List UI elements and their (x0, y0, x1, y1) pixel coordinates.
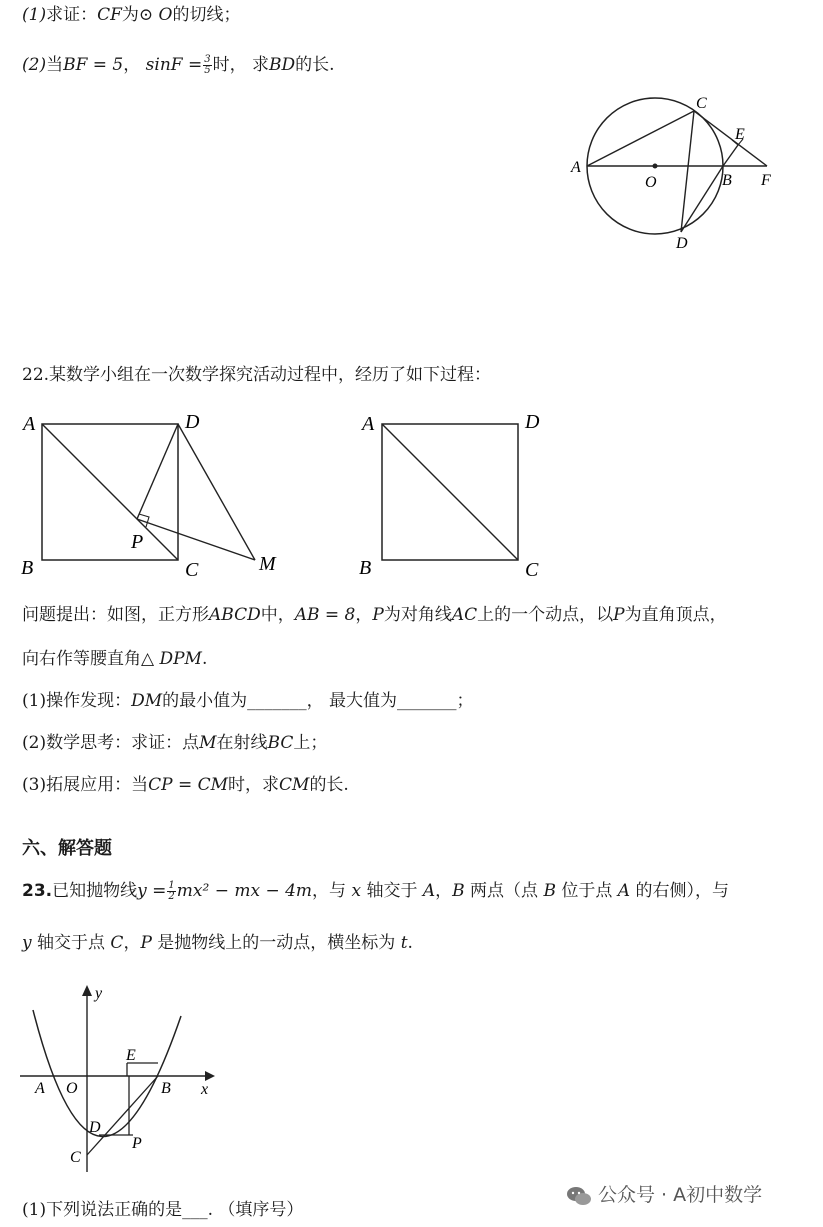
label-A: A (35, 1080, 45, 1097)
watermark: 公众号 · A初中数学 (566, 1180, 762, 1207)
label-C: C (70, 1149, 81, 1166)
q22-problem-line2: 向右作等腰直角△ DPM. (22, 649, 208, 669)
label-P: P (131, 531, 144, 553)
q22-part3: (3)拓展应用：当CP = CM时，求CM的长. (22, 775, 349, 795)
label-D: D (89, 1119, 101, 1136)
q22-intro: 22.某数学小组在一次数学探究活动过程中，经历了如下过程： (22, 365, 492, 385)
label-A: A (362, 413, 375, 435)
label-D: D (185, 411, 200, 433)
label-P: P (132, 1135, 142, 1152)
label-M: M (259, 553, 276, 575)
q22-figure-1 (15, 404, 315, 584)
q21-circle-figure (560, 90, 790, 260)
label-B: B (161, 1080, 171, 1097)
label-B: B (722, 172, 732, 189)
label-C: C (185, 559, 199, 581)
q22-part2: (2)数学思考：求证：点M在射线BC上； (22, 733, 328, 753)
label-A: A (23, 413, 36, 435)
answer-blank: _______ (247, 691, 307, 711)
label-C: C (696, 95, 707, 112)
answer-blank: _______ (397, 691, 457, 711)
label-O: O (645, 174, 657, 191)
label-C: C (525, 559, 539, 581)
q22-figure-2 (355, 404, 565, 584)
q21-part1: (1)求证：CF为⊙ O的切线； (22, 5, 241, 25)
fraction-1-2: $\frac{1}{2}$ (168, 880, 175, 902)
label-D: D (676, 235, 688, 252)
q23-line2: y 轴交于点 C，P 是抛物线上的一动点，横坐标为 t. (22, 933, 413, 953)
answer-blank: ___ (182, 1200, 208, 1220)
label-D: D (525, 411, 540, 433)
section-title: 六、解答题 (22, 838, 112, 859)
q22-part1: (1)操作发现：DM的最小值为_______， 最大值为_______； (22, 691, 474, 711)
label-E: E (126, 1047, 136, 1064)
q23-line1: 23.已知抛物线y = $\frac{1}{2}$ mx² − mx − 4m，与 x 轴交于 A，B 两点（点 B 位于点 A 的右侧），与 (22, 880, 729, 902)
wechat-icon (566, 1186, 592, 1206)
q22-problem-line1: 问题提出：如图，正方形ABCD中，AB = 8，P为对角线AC上的一个动点，以P为直角顶点， (22, 605, 727, 625)
q23-part1: (1)下列说法正确的是___. （填序号） (22, 1200, 304, 1220)
label-B: B (359, 557, 372, 579)
label-B: B (21, 557, 34, 579)
label-O: O (66, 1080, 78, 1097)
axis-label-x: x (201, 1081, 209, 1098)
label-F: F (761, 172, 771, 189)
label-E: E (735, 126, 745, 143)
label-A: A (571, 159, 581, 176)
fraction-3-5: $\frac{3}{5}$ (204, 54, 211, 76)
q23-parabola-figure (15, 980, 225, 1180)
q21-part2: (2)当BF = 5， sinF = $\frac{3}{5}$ 时， 求BD的长. (22, 54, 335, 76)
axis-label-y: y (95, 985, 103, 1002)
